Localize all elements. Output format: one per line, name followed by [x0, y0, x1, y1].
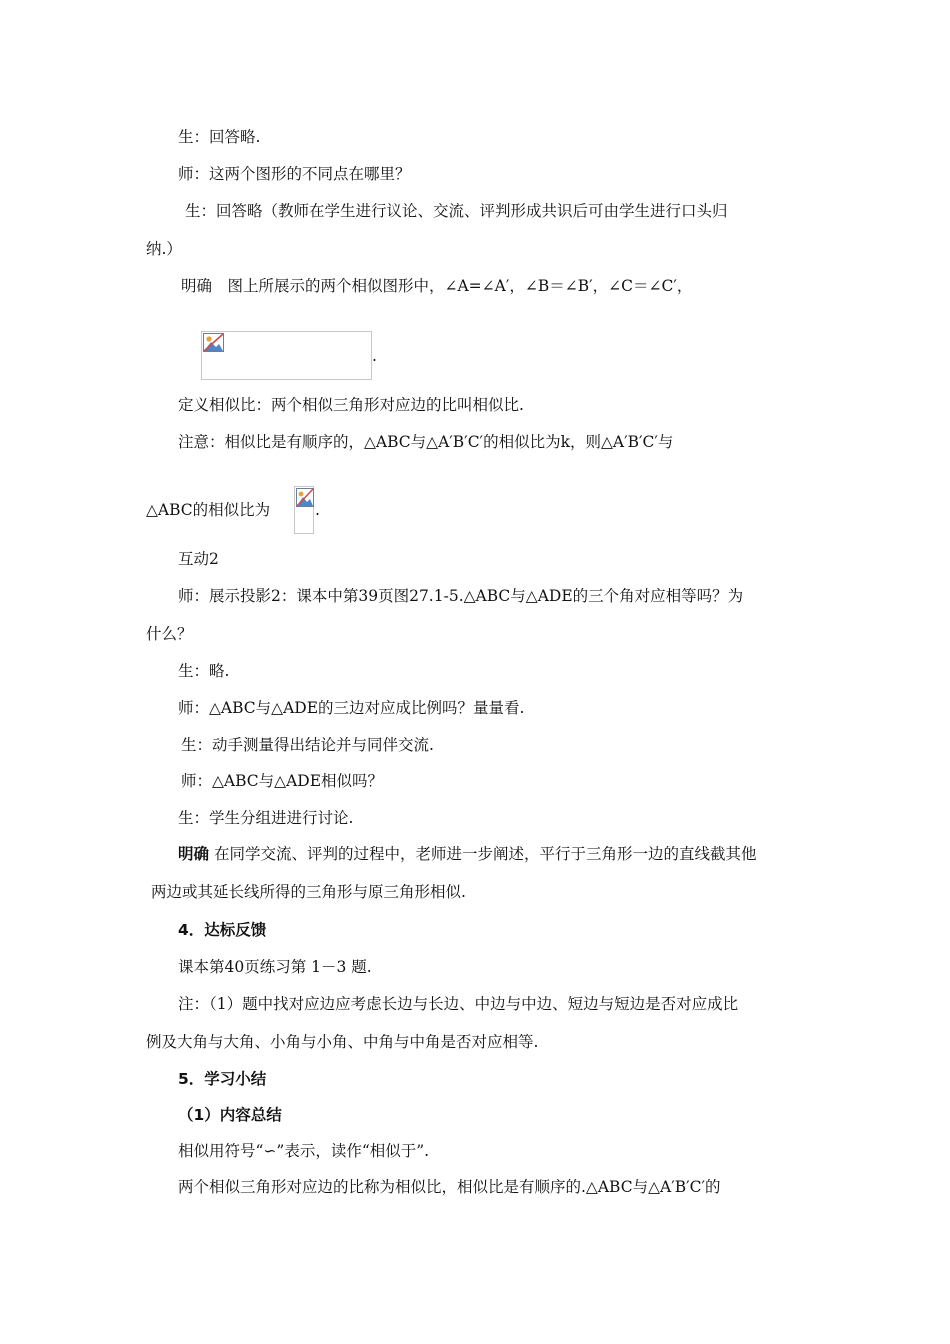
- text-line: 相似用符号“∽”表示，读作“相似于”.: [178, 1142, 430, 1160]
- broken-image-icon: [203, 333, 224, 352]
- emphasis-label: 明确: [178, 845, 210, 863]
- period: .: [315, 501, 320, 519]
- text-segment: 在同学交流、评判的过程中，老师进一步阐述，平行于三角形一边的直线截其他: [209, 845, 757, 863]
- period: .: [372, 347, 377, 365]
- text-line: 生：回答略.: [178, 128, 261, 146]
- section-heading: 5．学习小结: [178, 1070, 267, 1088]
- text-line: 例及大角与大角、小角与小角、中角与中角是否对应相等.: [146, 1033, 539, 1051]
- text-line: △ABC的相似比为: [146, 501, 271, 519]
- text-line: 明确 图上所展示的两个相似图形中，∠A=∠A′，∠B＝∠B′，∠C＝∠C′，: [181, 277, 693, 295]
- formula-image-placeholder: [294, 486, 314, 534]
- text-line: 定义相似比：两个相似三角形对应边的比叫相似比.: [178, 396, 524, 414]
- text-line: 注：（1）题中找对应边应考虑长边与长边、中边与中边、短边与短边是否对应成比: [178, 995, 739, 1013]
- text-line: [178, 844, 756, 864]
- text-line: 两边或其延长线所得的三角形与原三角形相似.: [151, 883, 466, 901]
- subsection-heading: （1）内容总结: [178, 1106, 282, 1124]
- text-line: 生：略.: [178, 662, 230, 680]
- text-line: 注意：相似比是有顺序的，△ABC与△A′B′C′的相似比为k，则△A′B′C′与: [178, 433, 674, 451]
- text-line: 纳.）: [146, 240, 182, 258]
- text-line: 生：回答略（教师在学生进行议论、交流、评判形成共识后可由学生进行口头归: [185, 202, 728, 220]
- text-line: 师：这两个图形的不同点在哪里？: [178, 165, 411, 183]
- broken-image-icon: [296, 488, 314, 507]
- formula-image-placeholder: [201, 331, 372, 380]
- section-heading: 4．达标反馈: [178, 921, 267, 939]
- text-line: 课本第40页练习第 1－3 题.: [178, 958, 372, 976]
- text-line: 互动2: [178, 550, 219, 568]
- text-line: 生：学生分组进进行讨论.: [178, 809, 354, 827]
- text-line: 两个相似三角形对应边的比称为相似比，相似比是有顺序的.△ABC与△A′B′C′的: [178, 1178, 721, 1196]
- text-line: 生：动手测量得出结论并与同伴交流.: [181, 736, 434, 754]
- text-line: 师：展示投影2：课本中第39页图27.1-5.△ABC与△ADE的三个角对应相等吗？为: [178, 587, 744, 605]
- text-line: 什么？: [146, 625, 193, 643]
- text-line: 师：△ABC与△ADE的三边对应成比例吗？量量看.: [178, 699, 525, 717]
- text-line: 师：△ABC与△ADE相似吗？: [181, 772, 384, 790]
